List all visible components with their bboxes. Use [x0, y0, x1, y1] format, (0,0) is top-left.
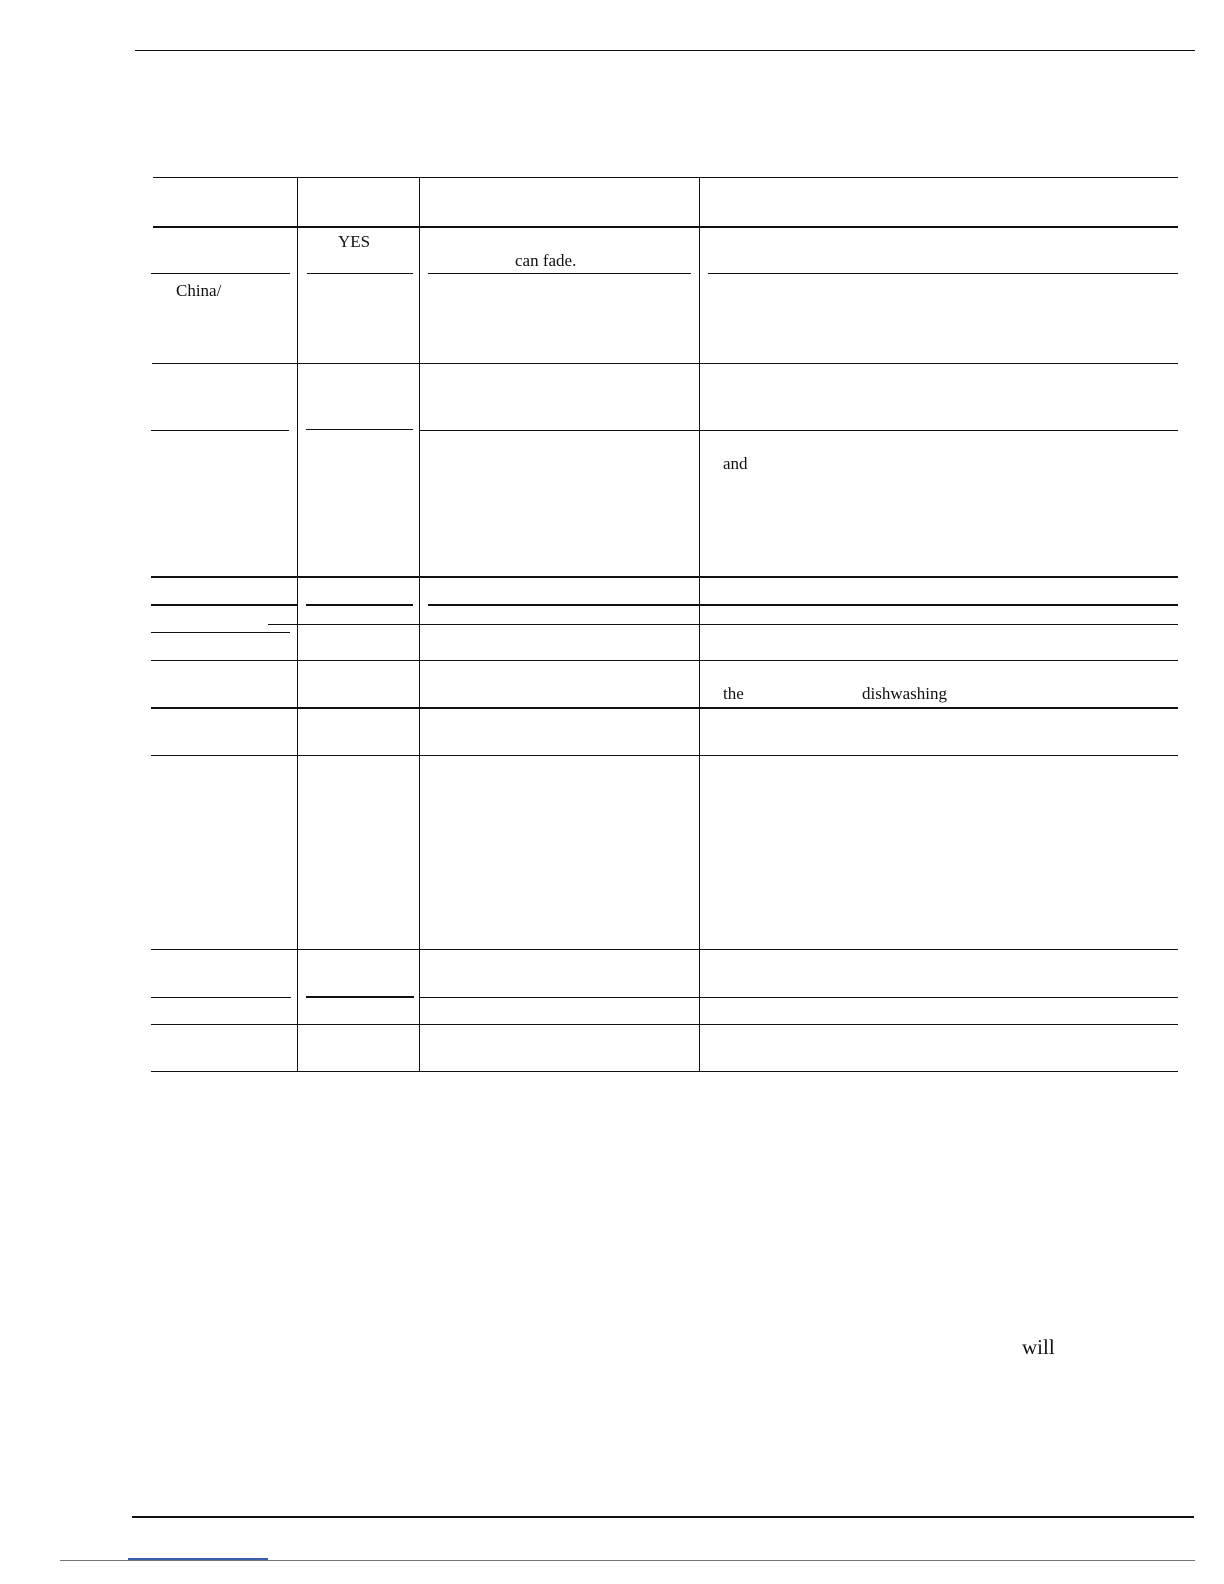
- footer-rule: [132, 1516, 1194, 1518]
- bottom-edge-rule: [60, 1560, 1195, 1561]
- row-rule-c3: [420, 430, 1178, 431]
- row-rule-a3: [428, 273, 691, 274]
- column-line-3: [699, 178, 700, 1072]
- row-rule-e2: [306, 604, 413, 606]
- column-line-1: [297, 178, 298, 1072]
- row-rule-c2: [306, 429, 413, 430]
- body-will: will: [1022, 1335, 1055, 1359]
- row-rule-f2: [298, 624, 1178, 625]
- row-rule-a1: [151, 273, 290, 274]
- row-rule-c1: [151, 430, 289, 431]
- cell-and: and: [723, 454, 748, 473]
- row-rule-d: [151, 576, 1178, 578]
- table-top-rule: [153, 177, 1178, 178]
- row-rule-e3: [428, 604, 1178, 606]
- row-rule-a4: [708, 273, 1178, 274]
- row-rule-h: [151, 707, 1178, 709]
- row-rule-g: [151, 660, 1178, 661]
- row-rule-k2: [306, 996, 414, 998]
- row-rule-i: [151, 755, 1178, 756]
- row-rule-b: [152, 363, 1178, 364]
- cell-dishwashing: dishwashing: [862, 684, 947, 703]
- row-rule-j: [151, 949, 1178, 950]
- row-rule-a2: [307, 273, 413, 274]
- column-line-2: [419, 178, 420, 1072]
- cell-yes: YES: [338, 232, 371, 251]
- cell-china: China/: [176, 281, 222, 300]
- row-rule-k1: [151, 997, 291, 998]
- row-rule-k3: [420, 997, 1178, 998]
- row-rule-e1: [151, 604, 297, 606]
- row-rule-f1: [151, 632, 290, 633]
- cell-can-fade: can fade.: [515, 251, 577, 270]
- bottom-edge-accent: [128, 1558, 268, 1560]
- row-rule-f0: [268, 624, 297, 625]
- cell-the: the: [723, 684, 744, 703]
- row-rule-l: [151, 1024, 1178, 1025]
- header-bottom-rule: [153, 226, 1178, 228]
- table-bottom-rule: [151, 1071, 1178, 1072]
